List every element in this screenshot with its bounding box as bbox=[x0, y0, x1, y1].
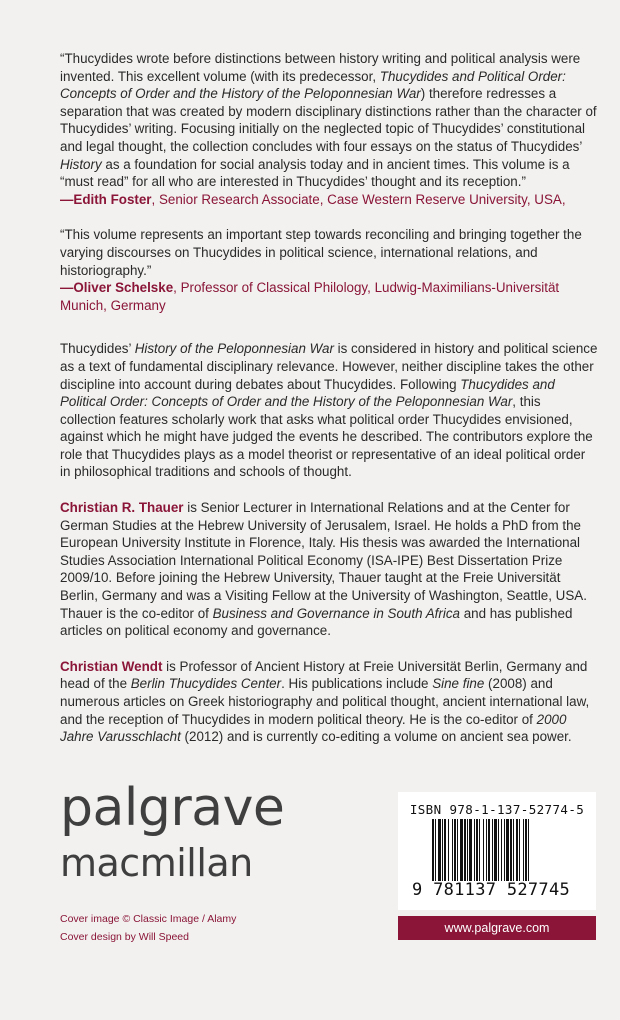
cover-credits bbox=[60, 910, 236, 946]
quote-attribution bbox=[60, 279, 598, 314]
bio-segment: . His publications include bbox=[281, 676, 433, 692]
center-name: Berlin Thucydides Center bbox=[130, 676, 282, 692]
book-title: Sine fine bbox=[432, 676, 485, 692]
book-title: 2000 Jahre Varusschlacht bbox=[60, 711, 567, 745]
bio-text bbox=[60, 499, 598, 640]
book-title: Thucydides and Political Order: Concepts of Order and the History of the Peloponnesian War bbox=[60, 68, 566, 102]
bio-segment: and has published articles on political economy and governance. bbox=[60, 605, 573, 639]
book-title: History bbox=[60, 156, 102, 172]
bio-text bbox=[60, 658, 598, 746]
description-text bbox=[60, 340, 598, 481]
cover-image-credit: Cover image © Classic Image / Alamy bbox=[60, 913, 237, 925]
cover-design-credit: Cover design by Will Speed bbox=[60, 931, 189, 943]
quote-attribution bbox=[60, 191, 598, 209]
book-description bbox=[60, 340, 598, 481]
logo-line-macmillan: macmillan bbox=[60, 841, 253, 885]
editor-name: Christian R. Thauer bbox=[60, 500, 184, 516]
editor-bio-wendt bbox=[60, 658, 598, 746]
bio-segment: (2008) and numerous articles on Greek historiography and political thought, ancient international law, and the reception of Thucydides in modern political theory. He is the co-editor of bbox=[60, 676, 590, 727]
endorser-name: —Oliver Schelske bbox=[60, 280, 174, 296]
quote-text: “This volume represents an important step towards reconciling and bringing together the varying discourses on Thucydides in political science, international relations, and historiography.” bbox=[60, 227, 582, 278]
book-title: Business and Governance in South Africa bbox=[212, 605, 460, 621]
editor-bio-thauer bbox=[60, 499, 598, 640]
quote-segment: ) therefore redresses a separation that was created by modern disciplinary distinctions rather than the character of Thucydides’ writing. Focusing initially on the neglected topic of Thucydides’ constitutional and legal thought, the collection concludes with four essays on the status of Thucydides’ bbox=[60, 86, 597, 154]
description-segment: Thucydides’ bbox=[60, 341, 135, 357]
barcode-bars bbox=[432, 819, 582, 883]
isbn-number: ISBN 978-1-137-52774-5 bbox=[409, 802, 585, 817]
endorser-affiliation: , Professor of Classical Philology, Ludwig-Maximilians-Universität Munich, Germany bbox=[60, 280, 560, 313]
isbn-barcode bbox=[398, 792, 596, 910]
bio-segment: is Professor of Ancient History at Freie Universität Berlin, Germany and head of the bbox=[60, 658, 588, 692]
bio-segment: (2012) and is currently co-editing a volume on ancient sea power. bbox=[180, 729, 572, 745]
book-title: Thucydides and Political Order: Concepts of Order and the History of the Peloponnesian War bbox=[60, 376, 555, 410]
publisher-url-link[interactable]: www.palgrave.com bbox=[398, 916, 596, 940]
editor-name: Christian Wendt bbox=[60, 658, 163, 674]
quote-segment: as a foundation for social analysis today and in ancient times. This volume is a “must read” for all who are interested in Thucydides’ thought and its reception.” bbox=[60, 156, 570, 190]
quote-segment: “Thucydides wrote before distinctions between history writing and political analysis were invented. This excellent volume (with its predecessor, bbox=[60, 51, 581, 84]
bio-segment: is Senior Lecturer in International Relations and at the Center for German Studies at the Hebrew University of Jerusalem, Israel. He holds a PhD from the European University Institute in Florence, Italy. His thesis was awarded the International Studies Association International Political Economy (ISA-IPE) Best Dissertation Prize 2009/10. Before joining the Hebrew University, Thauer taught at the Freie Universität Berlin, Germany and was a Visiting Fellow at the University of Washington, Seattle, USA. Thauer is the co-editor of bbox=[60, 500, 587, 621]
endorsement-schelske bbox=[60, 226, 598, 314]
endorsement-foster bbox=[60, 50, 598, 208]
barcode-digits: 9 781137 527745 bbox=[412, 880, 571, 900]
back-cover-text bbox=[60, 50, 598, 764]
quote-text bbox=[60, 50, 598, 191]
publisher-logo bbox=[60, 778, 285, 885]
logo-line-palgrave: palgrave bbox=[60, 778, 285, 838]
description-segment: , this collection features scholarly work that asks what political order Thucydides envisioned, against which he might have judged the events he described. The contributors explore the role that Thucydides plays as a model theorist or representative of an ideal political order in philosophical traditions and schools of thought. bbox=[60, 394, 593, 480]
endorser-name: —Edith Foster bbox=[60, 191, 152, 207]
book-title: History of the Peloponnesian War bbox=[134, 341, 334, 357]
description-segment: is considered in history and political science as a text of fundamental disciplinary relevance. However, neither discipline takes the other discipline into account during debates about Thucydides. Following bbox=[60, 341, 598, 392]
endorser-affiliation: , Senior Research Associate, Case Western Reserve University, USA, bbox=[151, 191, 566, 207]
